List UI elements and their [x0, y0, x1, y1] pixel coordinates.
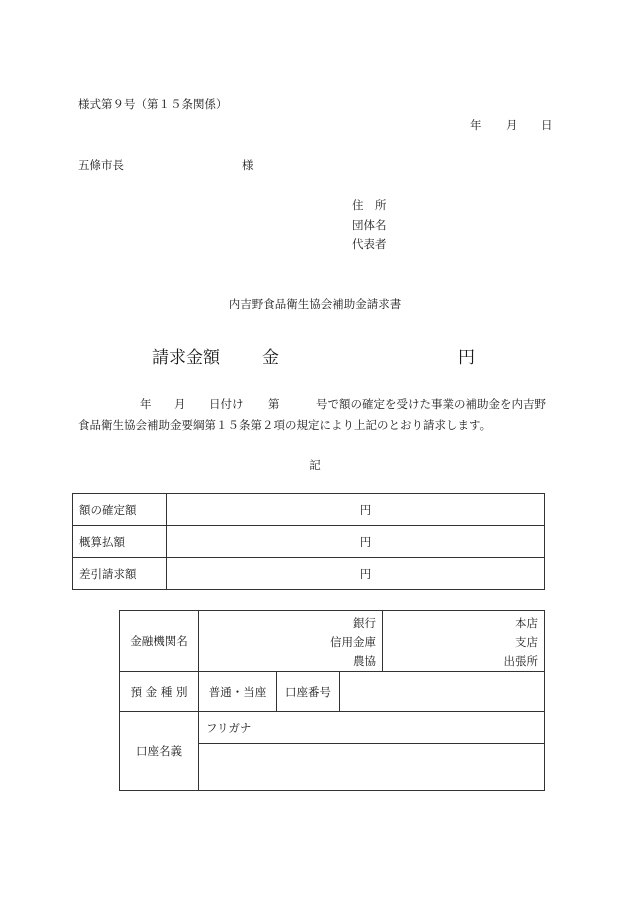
amount-row-value[interactable]: 円 [167, 558, 545, 590]
note-heading: 記 [309, 458, 321, 472]
bank-deposit-row [120, 672, 545, 712]
amount-unit: 円 [458, 348, 475, 368]
amount-label: 請求金額 [152, 348, 220, 368]
account-number-label: 口座番号 [277, 672, 340, 712]
date-day: 日 [541, 118, 553, 132]
applicant-representative-label: 代表者 [352, 237, 387, 251]
branch-type-sub-branch: 出張所 [503, 654, 538, 668]
account-number-value[interactable] [340, 672, 545, 712]
body-month: 月 [174, 397, 186, 411]
form-number: 様式第９号（第１５条関係） [78, 97, 228, 111]
applicant-address-label: 住 所 [352, 198, 387, 212]
amount-table [72, 493, 545, 590]
institution-type-bank: 銀行 [353, 616, 376, 630]
amount-row-label: 差引請求額 [73, 558, 167, 590]
body-number-prefix: 第 [268, 397, 280, 411]
institution-name-cell[interactable] [199, 611, 383, 672]
addressee-honorific: 様 [242, 158, 254, 172]
bank-account-table [119, 610, 545, 791]
furigana-cell[interactable] [199, 712, 545, 744]
institution-type-agricultural-coop: 農協 [353, 654, 376, 668]
amount-row-label: 概算払額 [73, 526, 167, 558]
amount-row-advance [73, 526, 545, 558]
applicant-organization-label: 団体名 [352, 218, 387, 232]
addressee-name: 五條市長 [78, 158, 124, 172]
branch-name-cell[interactable] [383, 611, 545, 672]
branch-type-branch: 支店 [515, 635, 538, 649]
account-name-value[interactable] [199, 744, 545, 791]
date-year: 年 [470, 118, 482, 132]
body-line1-text: 号で額の確定を受けた事業の補助金を内吉野 [316, 397, 546, 411]
body-line2: 食品衛生協会補助金要綱第１５条第２項の規定により上記のとおり請求します。 [78, 418, 492, 432]
institution-label: 金融機関名 [120, 611, 199, 672]
deposit-type-value[interactable]: 普通・当座 [199, 672, 277, 712]
bank-institution-row [120, 611, 545, 672]
institution-type-credit-union: 信用金庫 [330, 635, 376, 649]
amount-row-determined [73, 494, 545, 526]
amount-row-value[interactable]: 円 [167, 526, 545, 558]
amount-prefix: 金 [262, 348, 279, 368]
date-month: 月 [506, 118, 518, 132]
account-name-label: 口座名義 [120, 712, 199, 791]
body-day-suffix: 日付け [209, 397, 244, 411]
amount-row-difference [73, 558, 545, 590]
bank-furigana-row [120, 712, 545, 744]
furigana-label: フリガナ [206, 720, 252, 735]
amount-row-value[interactable]: 円 [167, 494, 545, 526]
body-year: 年 [140, 397, 152, 411]
deposit-type-label: 預 金 種 別 [120, 672, 199, 712]
amount-row-label: 額の確定額 [73, 494, 167, 526]
document-title: 内吉野食品衛生協会補助金請求書 [228, 297, 402, 311]
branch-type-head-office: 本店 [515, 616, 538, 630]
